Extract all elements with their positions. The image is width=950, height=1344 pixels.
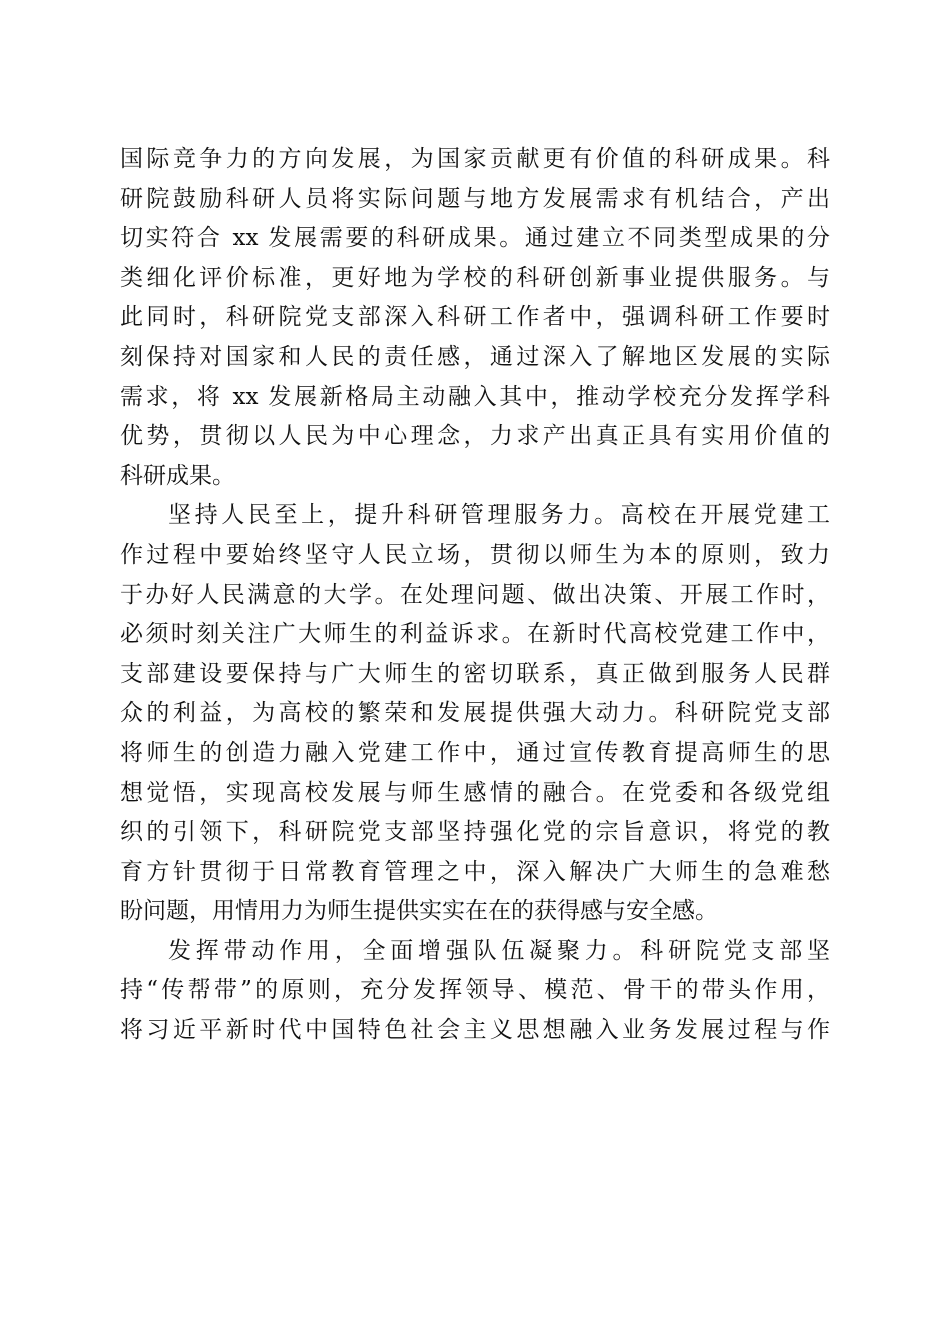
paragraph-1 — [120, 140, 830, 496]
text-line: 育方针贯彻于日常教育管理之中，深入解决广大师生的急难愁 — [120, 858, 830, 885]
text-line: 刻保持对国家和人民的责任感，通过深入了解地区发展的实际 — [120, 343, 830, 370]
text-line: 必须时刻关注广大师生的利益诉求。在新时代高校党建工作中， — [120, 621, 830, 648]
text-line: 此同时，科研院党支部深入科研工作者中，强调科研工作要时 — [120, 304, 830, 331]
body-text — [120, 140, 830, 1051]
text-line: 将习近平新时代中国特色社会主义思想融入业务发展过程与作 — [120, 1017, 830, 1044]
text-line: 盼问题，用情用力为师生提供实实在在的获得感与安全感。 — [120, 898, 718, 925]
paragraph-2 — [120, 496, 830, 932]
text-line: 于办好人民满意的大学。在处理问题、做出决策、开展工作时， — [120, 581, 830, 608]
text-line: 支部建设要保持与广大师生的密切联系，真正做到服务人民群 — [120, 660, 830, 687]
text-line: 将师生的创造力融入党建工作中，通过宣传教育提高师生的思 — [120, 739, 830, 766]
text-line: 发挥带动作用，全面增强队伍凝聚力。科研院党支部坚 — [168, 937, 830, 964]
text-line: 需求，将 xx 发展新格局主动融入其中，推动学校充分发挥学科 — [120, 383, 830, 410]
text-line: 切实符合 xx 发展需要的科研成果。通过建立不同类型成果的分 — [120, 225, 830, 252]
text-line: 持“传帮带”的原则，充分发挥领导、模范、骨干的带头作用， — [120, 977, 830, 1004]
text-line: 作过程中要始终坚守人民立场，贯彻以师生为本的原则，致力 — [120, 541, 830, 568]
text-line: 类细化评价标准，更好地为学校的科研创新事业提供服务。与 — [120, 264, 830, 291]
text-line: 众的利益，为高校的繁荣和发展提供强大动力。科研院党支部 — [120, 700, 830, 727]
paragraph-3 — [120, 932, 830, 1051]
text-line: 织的引领下，科研院党支部坚持强化党的宗旨意识，将党的教 — [120, 819, 830, 846]
text-line: 科研成果。 — [120, 462, 235, 489]
text-line: 想觉悟，实现高校发展与师生感情的融合。在党委和各级党组 — [120, 779, 830, 806]
text-line: 研院鼓励科研人员将实际问题与地方发展需求有机结合，产出 — [120, 185, 830, 212]
text-line: 坚持人民至上，提升科研管理服务力。高校在开展党建工 — [168, 502, 830, 529]
text-line: 国际竞争力的方向发展，为国家贡献更有价值的科研成果。科 — [120, 146, 830, 172]
text-line: 优势，贯彻以人民为中心理念，力求产出真正具有实用价值的 — [120, 423, 830, 450]
